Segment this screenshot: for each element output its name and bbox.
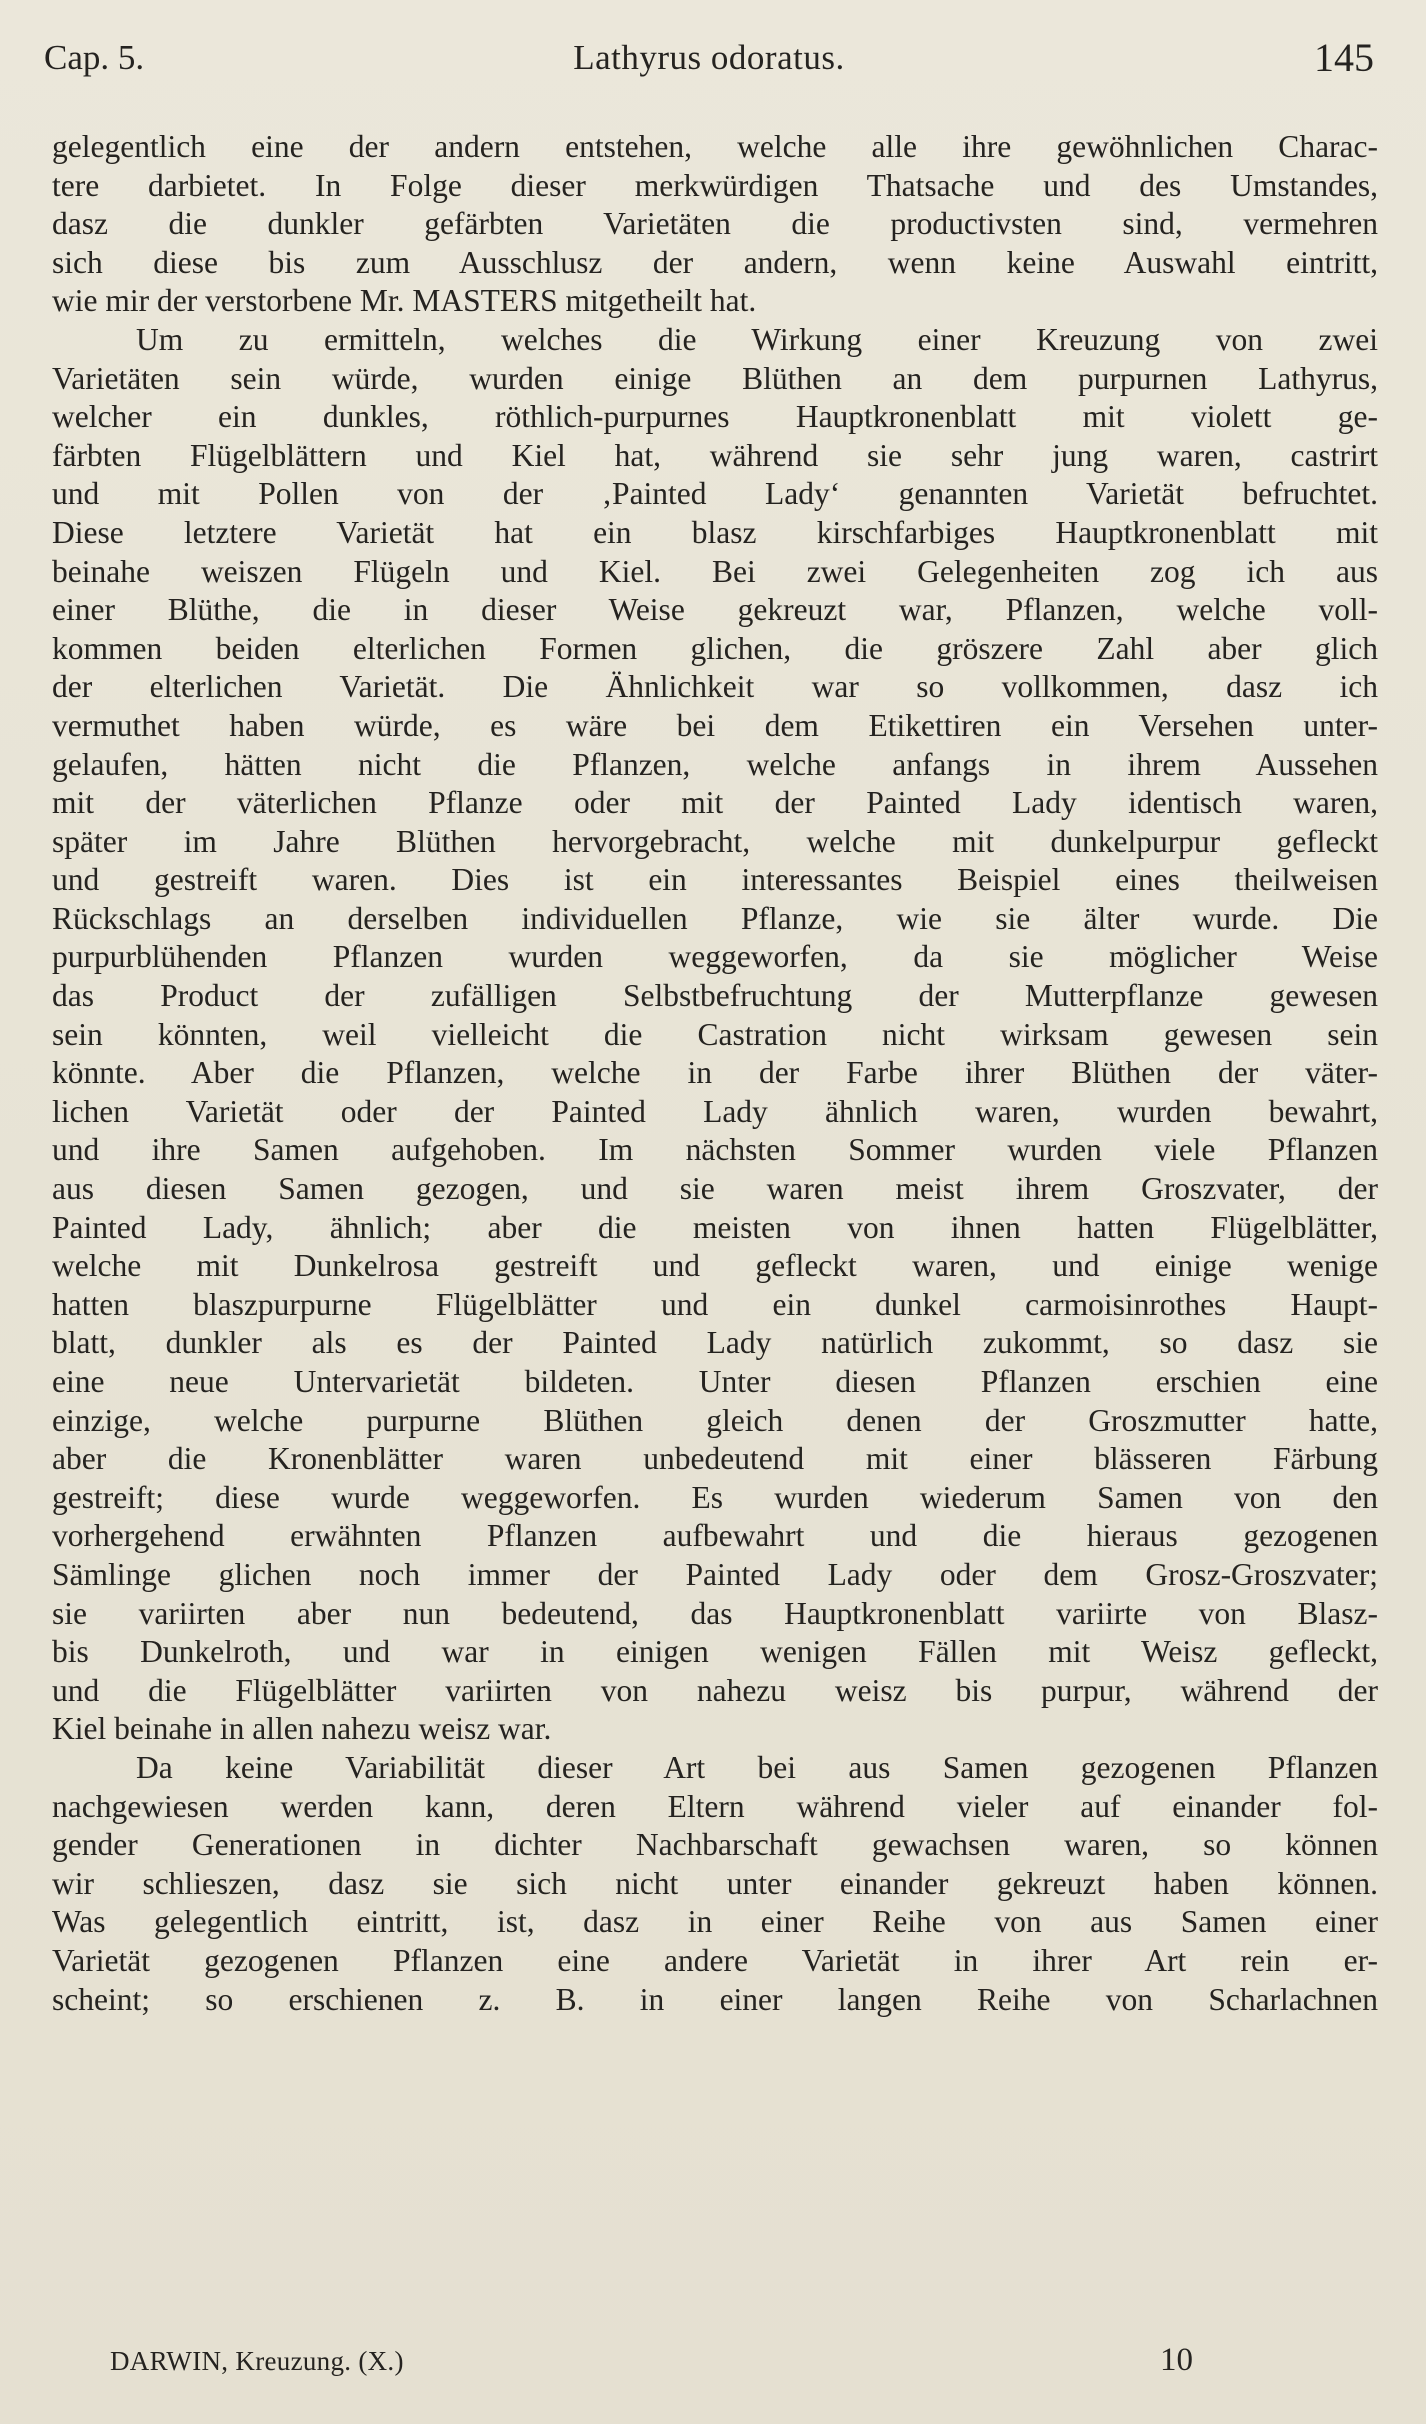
text-line: später im Jahre Blüthen hervorgebracht, welche mit dunkelpurpur gefleckt: [52, 823, 1378, 859]
text-line: könnte. Aber die Pflanzen, welche in der Farbe ihrer Blüthen der väter-: [52, 1055, 1378, 1091]
text-line: sein könnten, weil vielleicht die Castration nicht wirksam gewesen sein: [52, 1016, 1378, 1052]
text-line: Diese letztere Varietät hat ein blasz kirschfarbiges Hauptkronenblatt mit: [52, 514, 1378, 550]
text-line: aber die Kronenblätter waren unbedeutend mit einer blässeren Färbung: [52, 1441, 1378, 1477]
text-line: lichen Varietät oder der Painted Lady ähnlich waren, wurden bewahrt,: [52, 1093, 1378, 1129]
text-line: beinahe weiszen Flügeln und Kiel. Bei zwei Gelegenheiten zog ich aus: [52, 553, 1378, 589]
page-footer: [0, 2342, 1426, 2386]
text-line: einer Blüthe, die in dieser Weise gekreuzt war, Pflanzen, welche voll-: [52, 592, 1378, 628]
text-line: welche mit Dunkelrosa gestreift und gefleckt waren, und einige wenige: [52, 1248, 1378, 1284]
text-line: Kiel beinahe in allen nahezu weisz war.: [52, 1711, 552, 1747]
text-line: Um zu ermitteln, welches die Wirkung einer Kreuzung von zwei: [136, 321, 1378, 357]
text-line: eine neue Untervarietät bildeten. Unter diesen Pflanzen erschien eine: [52, 1364, 1378, 1399]
sheet-number: 10: [1160, 2342, 1193, 2378]
text-line: aus diesen Samen gezogen, und sie waren meist ihrem Groszvater, der: [52, 1171, 1378, 1207]
text-line: sich diese bis zum Ausschlusz der andern, wenn keine Auswahl eintritt,: [52, 244, 1378, 280]
text-line: mit der väterlichen Pflanze oder mit der Painted Lady identisch waren,: [52, 785, 1378, 821]
chapter-label: Cap. 5.: [44, 38, 145, 77]
running-head: [44, 34, 1374, 84]
text-line: hatten blaszpurpurne Flügelblätter und ein dunkel carmoisinrothes Haupt-: [52, 1286, 1378, 1322]
text-line: dasz die dunkler gefärbten Varietäten die productivsten sind, vermehren: [52, 206, 1378, 242]
text-line: Painted Lady, ähnlich; aber die meisten von ihnen hatten Flügelblätter,: [52, 1209, 1378, 1245]
text-line: färbten Flügelblättern und Kiel hat, während sie sehr jung waren, castrirt: [52, 437, 1378, 473]
text-line: wie mir der verstorbene Mr. MASTERS mitgetheilt hat.: [52, 283, 757, 319]
text-line: Varietät gezogenen Pflanzen eine andere Varietät in ihrer Art rein er-: [52, 1942, 1378, 1978]
text-line: und ihre Samen aufgehoben. Im nächsten Sommer wurden viele Pflanzen: [52, 1132, 1378, 1168]
text-line: scheint; so erschienen z. B. in einer langen Reihe von Scharlachnen: [52, 1981, 1378, 2017]
text-line: sie variirten aber nun bedeutend, das Hauptkronenblatt variirte von Blasz-: [52, 1595, 1378, 1631]
text-line: Rückschlags an derselben individuellen Pflanze, wie sie älter wurde. Die: [52, 900, 1378, 936]
text-line: bis Dunkelroth, und war in einigen wenigen Fällen mit Weisz gefleckt,: [52, 1634, 1378, 1670]
text-line: vorhergehend erwähnten Pflanzen aufbewahrt und die hieraus gezogenen: [52, 1518, 1378, 1554]
text-line: und gestreift waren. Dies ist ein interessantes Beispiel eines theilweisen: [52, 862, 1378, 898]
text-line: Was gelegentlich eintritt, ist, dasz in einer Reihe von aus Samen einer: [52, 1904, 1378, 1940]
text-line: kommen beiden elterlichen Formen glichen, die gröszere Zahl aber glich: [52, 630, 1378, 666]
text-line: gelegentlich eine der andern entstehen, welche alle ihre gewöhnlichen Charac-: [52, 129, 1378, 164]
text-line: gestreift; diese wurde weggeworfen. Es wurden wiederum Samen von den: [52, 1479, 1378, 1515]
text-line: Sämlinge glichen noch immer der Painted Lady oder dem Grosz-Groszvater;: [52, 1556, 1378, 1592]
text-line: gelaufen, hätten nicht die Pflanzen, welche anfangs in ihrem Aussehen: [52, 746, 1378, 782]
text-line: wir schlieszen, dasz sie sich nicht unter einander gekreuzt haben können.: [52, 1865, 1378, 1901]
text-line: und die Flügelblätter variirten von nahezu weisz bis purpur, während der: [52, 1672, 1378, 1708]
text-line: welcher ein dunkles, röthlich-purpurnes Hauptkronenblatt mit violett ge-: [52, 399, 1378, 435]
body-text: [52, 128, 1378, 2019]
text-line: purpurblühenden Pflanzen wurden weggeworfen, da sie möglicher Weise: [52, 939, 1378, 975]
text-line: Varietäten sein würde, wurden einige Blüthen an dem purpurnen Lathyrus,: [52, 360, 1378, 396]
running-title: Lathyrus odoratus.: [573, 38, 845, 77]
text-line: einzige, welche purpurne Blüthen gleich denen der Groszmutter hatte,: [52, 1402, 1378, 1438]
text-line: das Product der zufälligen Selbstbefruchtung der Mutterpflanze gewesen: [52, 978, 1378, 1014]
text-line: blatt, dunkler als es der Painted Lady natürlich zukommt, so dasz sie: [52, 1325, 1378, 1361]
text-line: nachgewiesen werden kann, deren Eltern während vieler auf einander fol-: [52, 1788, 1378, 1824]
text-line: Da keine Variabilität dieser Art bei aus Samen gezogenen Pflanzen: [136, 1749, 1378, 1785]
text-line: und mit Pollen von der ‚Painted Lady‘ genannten Varietät befruchtet.: [52, 476, 1378, 512]
text-line: der elterlichen Varietät. Die Ähnlichkeit war so vollkommen, dasz ich: [52, 669, 1378, 705]
text-line: vermuthet haben würde, es wäre bei dem Etikettiren ein Versehen unter-: [52, 707, 1378, 743]
text-line: gender Generationen in dichter Nachbarschaft gewachsen waren, so können: [52, 1827, 1378, 1863]
page-number: 145: [1314, 35, 1374, 80]
signature-mark: DARWIN, Kreuzung. (X.): [110, 2346, 404, 2376]
text-line: tere darbietet. In Folge dieser merkwürdigen Thatsache und des Umstandes,: [52, 167, 1378, 203]
